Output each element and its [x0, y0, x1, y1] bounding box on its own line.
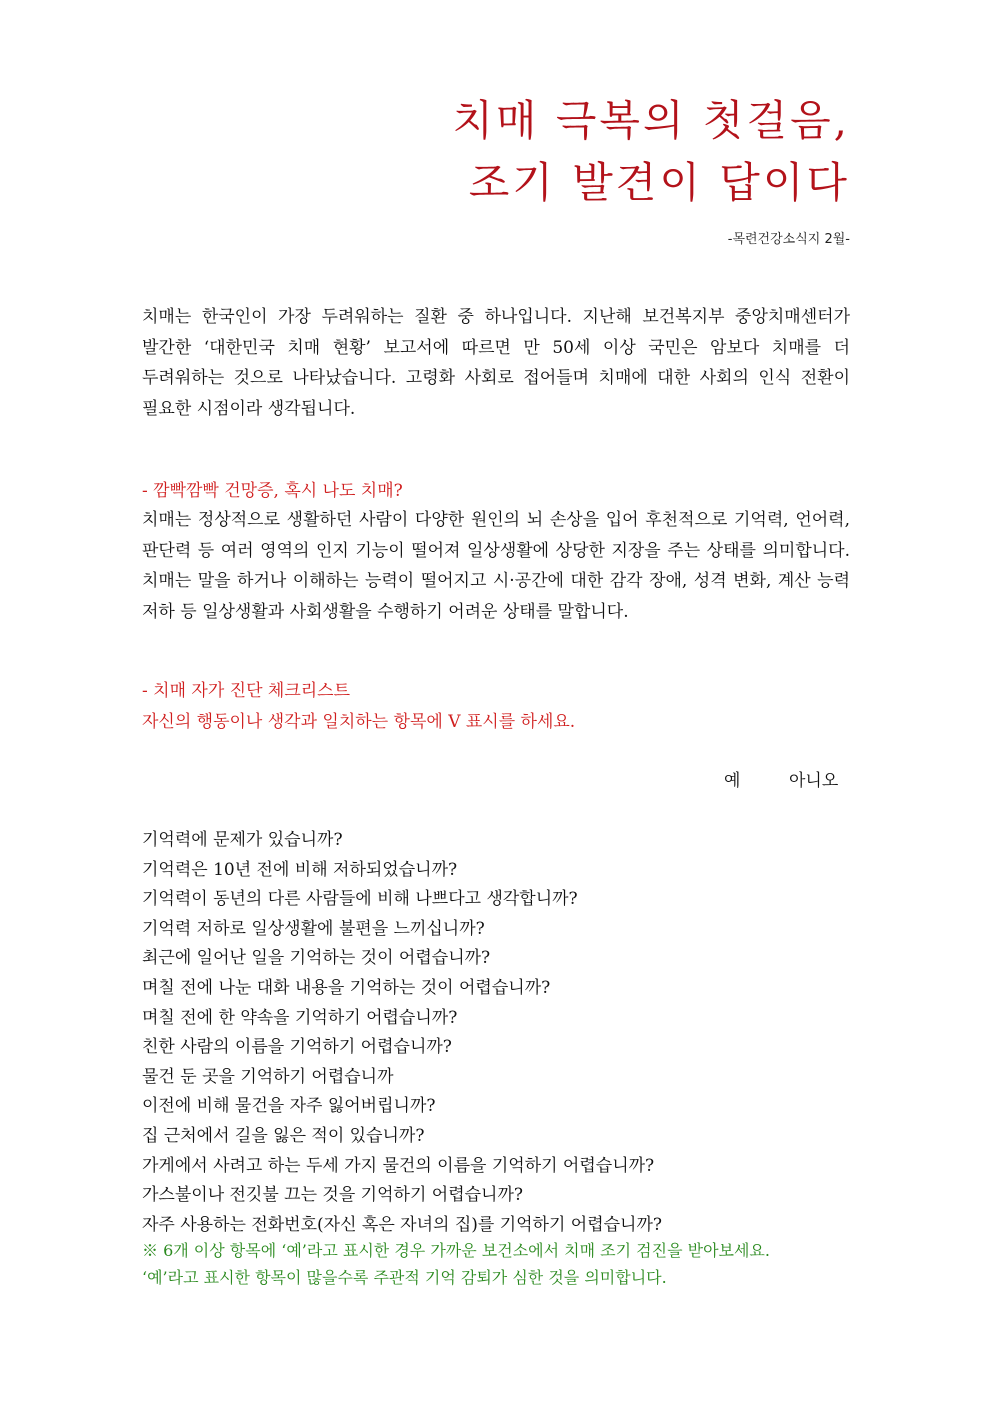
intro-paragraph: 치매는 한국인이 가장 두려워하는 질환 중 하나입니다. 지난해 보건복지부 중앙치매센터가 발간한 ‘대한민국 치매 현황’ 보고서에 따르면 만 50세 이상 국민은 암보다 치매를 더 두려워하는 것으로 나타났습니다. 고령화 사회로 접어들며 치매에 대한 사회의 인식 전환이 필요한 시점이라 생각됩니다.	[142, 307, 850, 419]
checklist-item: 친한 사람의 이름을 기억하기 어렵습니까?	[142, 1037, 452, 1058]
checklist-item: 가스불이나 전깃불 끄는 것을 기억하기 어렵습니까?	[142, 1185, 523, 1206]
page-title	[452, 90, 850, 214]
checklist-heading-block	[142, 676, 575, 737]
checklist-item: 자주 사용하는 전화번호(자신 혹은 자녀의 집)를 기억하기 어렵습니까?	[142, 1214, 663, 1235]
checklist-item: 기억력이 동년의 다른 사람들에 비해 나쁘다고 생각합니까?	[142, 889, 578, 910]
answer-no-header: 아니오	[789, 771, 839, 791]
checklist-item: 이전에 비해 물건을 자주 잃어버립니까?	[142, 1096, 436, 1117]
answer-yes-header: 예	[724, 771, 741, 791]
source-label: -목련건강소식지 2월-	[727, 232, 850, 247]
note-advice: ※ 6개 이상 항목에 ‘예’라고 표시한 경우 가까운 보건소에서 치매 조기 검진을 받아보세요.	[142, 1241, 770, 1260]
checklist	[142, 826, 662, 1240]
checklist-instruction: 자신의 행동이나 생각과 일치하는 항목에 V 표시를 하세요.	[142, 711, 576, 732]
checklist-item: 집 근처에서 길을 잃은 적이 있습니까?	[142, 1125, 425, 1146]
note-meaning: ‘예’라고 표시한 항목이 많을수록 주관적 기억 감퇴가 심한 것을 의미합니다.	[142, 1268, 667, 1287]
checklist-item: 기억력에 문제가 있습니까?	[142, 830, 343, 850]
checklist-item: 가게에서 사려고 하는 두세 가지 물건의 이름을 기억하기 어렵습니까?	[142, 1155, 655, 1176]
checklist-item: 최근에 일어난 일을 기억하는 것이 어렵습니까?	[142, 948, 491, 969]
checklist-item: 기억력은 10년 전에 비해 저하되었습니까?	[142, 859, 458, 880]
notes-block	[142, 1237, 770, 1291]
title-line-2: 조기 발견이 답이다	[468, 158, 850, 207]
title-line-1: 치매 극복의 첫걸음,	[452, 96, 850, 145]
checklist-item: 기억력 저하로 일상생활에 불편을 느끼십니까?	[142, 918, 485, 939]
section1-heading: - 깜빡깜빡 건망증, 혹시 나도 치매?	[142, 481, 403, 501]
checklist-item: 며칠 전에 나눈 대화 내용을 기억하는 것이 어렵습니까?	[142, 977, 551, 998]
section1-paragraph: 치매는 정상적으로 생활하던 사람이 다양한 원인의 뇌 손상을 입어 후천적으로 기억력, 언어력, 판단력 등 여러 영역의 인지 기능이 떨어져 일상생활에 상당한 지장을 주는 상태를 의미합니다. 치매는 말을 하거나 이해하는 능력이 떨어지고 시·공간에 대한 감각 장애, 성격 변화, 계산 능력 저하 등 일상생활과 사회생활을 수행하기 어려운 상태를 말합니다.	[142, 510, 850, 622]
checklist-item: 며칠 전에 한 약속을 기억하기 어렵습니까?	[142, 1007, 458, 1028]
checklist-item: 물건 둔 곳을 기억하기 어렵습니까	[142, 1066, 394, 1087]
section2-heading: - 치매 자가 진단 체크리스트	[142, 681, 351, 701]
